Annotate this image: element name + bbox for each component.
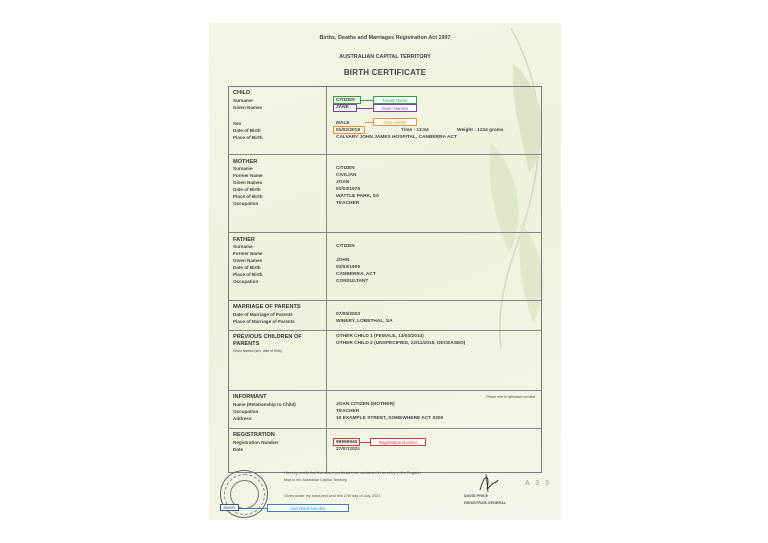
cert-serial-number: 889287	[220, 504, 239, 511]
mother-place-label: Place of Birth	[233, 194, 263, 199]
registration-date: 27/07/2021	[336, 447, 361, 452]
previous-children-title-line2: PARENTS	[233, 341, 260, 347]
family-name-highlight	[333, 96, 361, 104]
informant-address: 15 EXAMPLE STREET, SOMEWHERE ACT 0200	[336, 416, 444, 421]
child-surname-label: Surname	[233, 98, 253, 103]
mother-title: MOTHER	[233, 159, 258, 165]
given-names-highlight	[333, 104, 357, 112]
mother-former-name-label: Former Name	[233, 173, 263, 178]
family-name-connector	[361, 100, 373, 101]
mother-given-names: JOAN	[336, 180, 350, 185]
marriage-title: MARRIAGE OF PARENTS	[233, 304, 301, 310]
informant-title: INFORMANT	[233, 394, 267, 400]
mother-former-name: CIVILIAN	[336, 173, 357, 178]
informant-address-label: Address	[233, 416, 252, 421]
section-divider	[229, 390, 541, 391]
previous-child-2: OTHER CHILD 2 (UNSPECIFIED, 22/11/2018, DECEASED)	[336, 341, 466, 346]
mother-given-names-label: Given Names	[233, 180, 263, 185]
father-surname: CITIZEN	[336, 244, 355, 249]
father-dob: 03/03/1909	[336, 265, 361, 270]
section-divider	[229, 232, 541, 233]
act-title: Births, Deaths and Marriages Registration Act 1997	[319, 35, 451, 41]
child-title: CHILD	[233, 90, 251, 96]
marriage-date: 07/05/2003	[336, 312, 361, 317]
mother-dob: 01/03/1978	[336, 187, 361, 192]
child-dob-label: Date of Birth	[233, 128, 261, 133]
registration-number-label: Registration Number	[233, 440, 279, 445]
child-place-label: Place of Birth	[233, 135, 263, 140]
marriage-place-label: Place of Marriage of Parents	[233, 319, 295, 324]
father-occupation-label: Occupation	[233, 279, 259, 284]
registrar-title: REGISTRAR-GENERAL	[464, 501, 507, 505]
child-surname: CITIZEN	[336, 98, 355, 103]
previous-children-title-line1: PREVIOUS CHILDREN OF	[233, 334, 302, 340]
family-name-callout: Family Name	[373, 96, 417, 104]
certificate-title: BIRTH CERTIFICATE	[343, 68, 427, 77]
registration-number: 99999940	[336, 440, 358, 445]
informant-name-label: Name (Relationship to Child)	[233, 402, 296, 407]
informant-name: JOAN CITIZEN (MOTHER)	[336, 402, 395, 407]
dob-connector	[365, 122, 373, 123]
father-given-names-label: Given Names	[233, 258, 263, 263]
mother-occupation: TEACHER	[336, 201, 360, 206]
child-place-of-birth: CALVARY JOHN JAMES HOSPITAL, CANBERRA ACT	[336, 135, 457, 140]
father-surname-label: Surname	[233, 244, 253, 249]
child-birth-time: Time : 13:54	[401, 128, 429, 133]
mother-place-of-birth: WATTLE PARK, SA	[336, 194, 380, 199]
dob-callout: Date of Birth	[373, 118, 417, 126]
section-divider	[229, 330, 541, 331]
territory-title: AUSTRALIAN CAPITAL TERRITORY	[339, 54, 431, 60]
cert-blank-callout: Cert Blank Number	[267, 504, 349, 512]
section-divider	[229, 300, 541, 301]
certify-line-1: I hereby certify that the above particulars are contained in an entry in the Register	[284, 471, 421, 475]
dob-highlight	[333, 126, 365, 134]
registrar-name: DAVID PRICE	[464, 494, 489, 498]
certificate-document	[209, 23, 561, 520]
informant-occupation: TEACHER	[336, 409, 360, 414]
registration-date-label: Date	[233, 447, 243, 452]
mother-surname: CITIZEN	[336, 166, 355, 171]
informant-occupation-label: Occupation	[233, 409, 259, 414]
father-title: FATHER	[233, 237, 255, 243]
child-sex-label: Sex	[233, 121, 242, 126]
child-given-names: JANE	[336, 105, 349, 110]
registrar-signature	[476, 472, 502, 494]
mother-surname-label: Surname	[233, 166, 253, 171]
child-sex: MALE	[336, 121, 350, 126]
given-names-callout: Given Name/s	[373, 104, 417, 112]
father-place-label: Place of Birth	[233, 272, 263, 277]
previous-child-1: OTHER CHILD 1 (FEMALE, 13/03/2014)	[336, 334, 424, 339]
informant-note: Please refer to attendants overleaf	[486, 395, 535, 399]
given-names-connector	[357, 108, 373, 109]
registration-title: REGISTRATION	[233, 432, 275, 438]
section-divider	[229, 154, 541, 155]
father-dob-label: Date of Birth	[233, 265, 261, 270]
watermark-mark: A 3 3	[525, 480, 551, 487]
given-under-line: Given under my hand and seal this 27th day of July, 2021	[284, 494, 381, 498]
father-former-name-label: Former Name	[233, 251, 263, 256]
father-occupation: CONSULTANT	[336, 279, 369, 284]
child-birth-weight: Weight : 1234 grams	[457, 128, 504, 133]
mother-dob-label: Date of Birth	[233, 187, 261, 192]
registration-number-callout: Registration Number	[370, 438, 426, 446]
marriage-place: WINERY, LOBETHAL, SA	[336, 319, 393, 324]
previous-children-label: Given Names (sex, date of birth)	[233, 349, 282, 353]
section-divider	[229, 428, 541, 429]
registration-number-connector	[360, 442, 370, 443]
cert-blank-connector	[239, 508, 267, 509]
child-dob: 01/02/2019	[336, 128, 361, 133]
mother-occupation-label: Occupation	[233, 201, 259, 206]
child-given-names-label: Given Names	[233, 105, 263, 110]
registration-number-highlight	[333, 438, 360, 446]
father-place-of-birth: CANBERRA, ACT	[336, 272, 376, 277]
marriage-date-label: Date of Marriage of Parents	[233, 312, 293, 317]
column-divider	[326, 87, 327, 472]
certify-line-2: kept in the Australian Capital Territory.	[284, 478, 348, 482]
certificate-table	[228, 86, 542, 473]
father-given-names: JOHN	[336, 258, 350, 263]
